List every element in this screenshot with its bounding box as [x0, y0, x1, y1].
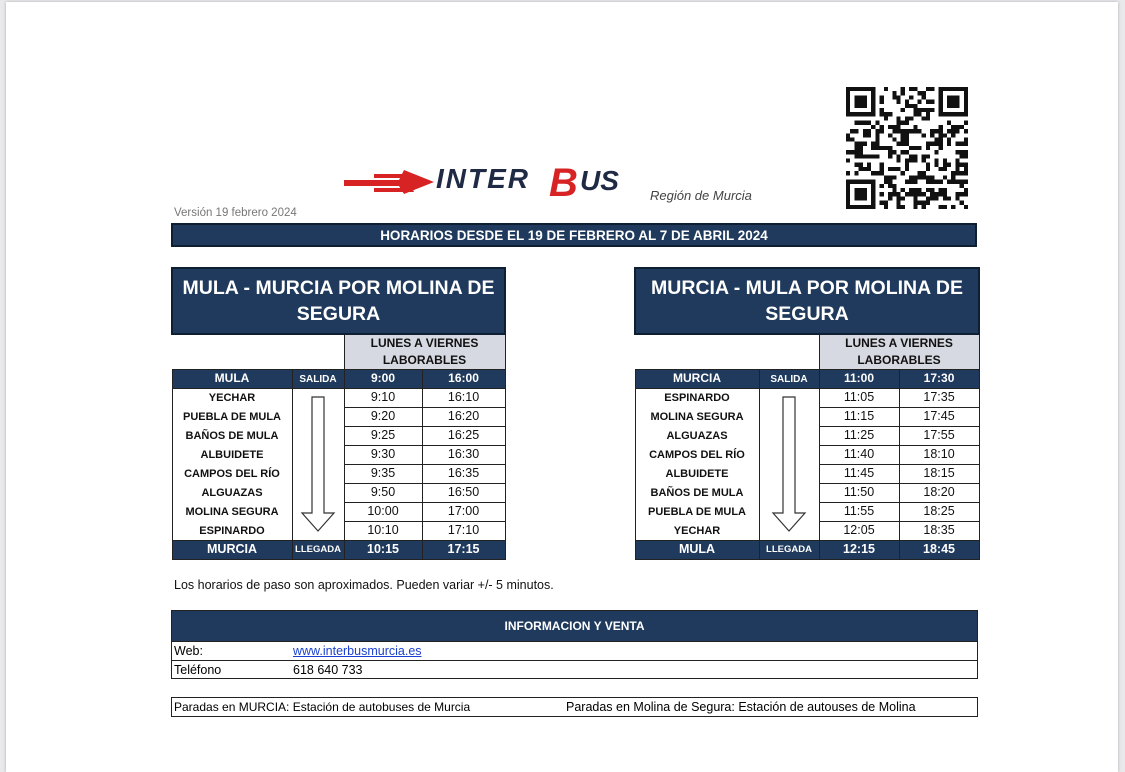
info-heading: INFORMACION Y VENTA [172, 611, 977, 642]
stop-time: 16:25 [422, 427, 505, 446]
stop-time: 17:55 [899, 427, 979, 446]
stop-time: 9:25 [344, 427, 422, 446]
phone-row [172, 660, 977, 679]
stop-name: ESPINARDO [172, 522, 292, 541]
stop-time: 11:55 [819, 503, 899, 522]
arrival-time: 18:45 [899, 541, 979, 560]
stop-time: 18:15 [899, 465, 979, 484]
stops-molina: Paradas en Molina de Segura: Estación de autouses de Molina [566, 700, 916, 714]
stop-time: 18:20 [899, 484, 979, 503]
logo-region-text: Región de Murcia [650, 188, 752, 203]
stop-name: BAÑOS DE MULA [635, 484, 759, 503]
stop-time: 9:50 [344, 484, 422, 503]
stop-time: 9:35 [344, 465, 422, 484]
web-label: Web: [174, 644, 203, 658]
stops-murcia: Paradas en MURCIA: Estación de autobuses de Murcia [174, 700, 471, 714]
down-arrow-icon [298, 395, 338, 535]
stop-time: 11:50 [819, 484, 899, 503]
stop-name: BAÑOS DE MULA [172, 427, 292, 446]
destination-stop: MURCIA [172, 541, 292, 560]
stop-time: 11:05 [819, 389, 899, 408]
phone-value: 618 640 733 [293, 663, 363, 677]
interbus-logo [344, 152, 774, 212]
stop-time: 17:45 [899, 408, 979, 427]
arrival-label: LLEGADA [292, 541, 344, 560]
route-title: MURCIA - MULA POR MOLINA DE SEGURA [635, 268, 979, 334]
stop-time: 16:50 [422, 484, 505, 503]
stop-time: 16:35 [422, 465, 505, 484]
stop-name: ALBUIDETE [635, 465, 759, 484]
stop-time: 9:30 [344, 446, 422, 465]
logo-us-text: US [580, 165, 619, 196]
down-arrow-icon [769, 395, 809, 535]
days-header: LUNES A VIERNES LABORABLES [819, 334, 979, 370]
arrival-time: 10:15 [344, 541, 422, 560]
departure-time: 9:00 [344, 370, 422, 389]
origin-stop: MURCIA [635, 370, 759, 389]
stop-time: 12:05 [819, 522, 899, 541]
stop-name: ALBUIDETE [172, 446, 292, 465]
stop-name: YECHAR [635, 522, 759, 541]
stop-time: 17:35 [899, 389, 979, 408]
stop-row [172, 389, 505, 408]
arrival-time: 12:15 [819, 541, 899, 560]
route-title: MULA - MURCIA POR MOLINA DE SEGURA [172, 268, 505, 334]
stop-name: YECHAR [172, 389, 292, 408]
timetable-murcia-mula [634, 267, 980, 560]
timing-note: Los horarios de paso son aproximados. Pueden variar +/- 5 minutos. [174, 578, 554, 592]
departure-time: 16:00 [422, 370, 505, 389]
days-header: LUNES A VIERNES LABORABLES [344, 334, 505, 370]
logo-inter-text: INTER [436, 163, 530, 194]
stop-name: ALGUAZAS [635, 427, 759, 446]
destination-stop: MULA [635, 541, 759, 560]
origin-stop: MULA [172, 370, 292, 389]
timetable-mula-murcia [171, 267, 506, 560]
stop-time: 11:45 [819, 465, 899, 484]
stop-time: 16:20 [422, 408, 505, 427]
departure-time: 17:30 [899, 370, 979, 389]
arrival-label: LLEGADA [759, 541, 819, 560]
web-row [172, 642, 977, 660]
stops-footer [171, 697, 978, 717]
departure-time: 11:00 [819, 370, 899, 389]
stop-time: 11:40 [819, 446, 899, 465]
phone-label: Teléfono [174, 663, 222, 677]
qr-code-icon [844, 87, 970, 209]
stop-time: 18:10 [899, 446, 979, 465]
arrival-time: 17:15 [422, 541, 505, 560]
stop-name: ALGUAZAS [172, 484, 292, 503]
stop-time: 11:25 [819, 427, 899, 446]
stop-name: PUEBLA DE MULA [635, 503, 759, 522]
stop-name: MOLINA SEGURA [635, 408, 759, 427]
stop-row [635, 389, 979, 408]
stop-time: 9:20 [344, 408, 422, 427]
stop-time: 16:30 [422, 446, 505, 465]
stop-name: CAMPOS DEL RÍO [635, 446, 759, 465]
direction-arrow-cell [292, 389, 344, 541]
stop-time: 18:35 [899, 522, 979, 541]
stop-time: 17:00 [422, 503, 505, 522]
departure-label: SALIDA [292, 370, 344, 389]
version-label: Versión 19 febrero 2024 [174, 207, 297, 219]
stop-time: 18:25 [899, 503, 979, 522]
stop-name: ESPINARDO [635, 389, 759, 408]
stop-time: 11:15 [819, 408, 899, 427]
stop-time: 16:10 [422, 389, 505, 408]
stop-name: CAMPOS DEL RÍO [172, 465, 292, 484]
logo-arrow-icon [344, 170, 434, 194]
stop-name: PUEBLA DE MULA [172, 408, 292, 427]
stop-time: 17:10 [422, 522, 505, 541]
stop-time: 10:10 [344, 522, 422, 541]
logo-bus-text: B [549, 161, 578, 205]
info-box [171, 610, 978, 679]
stop-name: MOLINA SEGURA [172, 503, 292, 522]
direction-arrow-cell [759, 389, 819, 541]
timetable-page [6, 2, 1118, 772]
schedule-banner: HORARIOS DESDE EL 19 DE FEBRERO AL 7 DE ABRIL 2024 [171, 223, 977, 247]
departure-label: SALIDA [759, 370, 819, 389]
stop-time: 9:10 [344, 389, 422, 408]
stop-time: 10:00 [344, 503, 422, 522]
web-link[interactable]: www.interbusmurcia.es [293, 644, 422, 658]
